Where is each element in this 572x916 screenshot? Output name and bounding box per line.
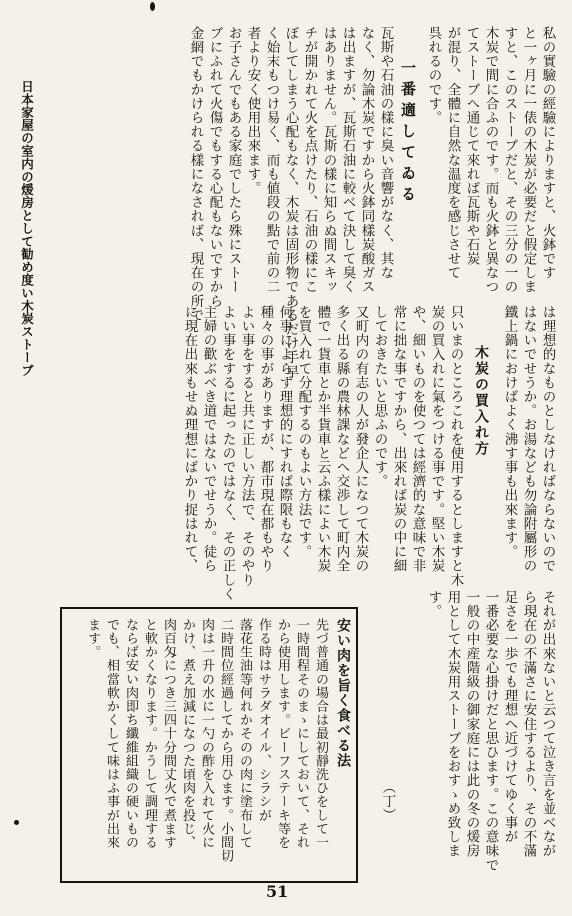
section1-line: 金網でもかけられる樣になされば、現在の所で — [187, 26, 204, 323]
section3-line: 用として木炭用ストーブをおすゝめ致しま — [444, 590, 461, 858]
tip-box-line: 先づ普通の場合は最初靜洗ひをして一 — [313, 618, 328, 850]
tip-box-line: から使用します。ビーフステーキ等を — [275, 618, 290, 850]
section1-line: 木炭で間に合ふのです。而も火鉢と異なつ — [482, 26, 499, 294]
section3-line: 又町内の有志の人が發企人になつて木炭の — [352, 305, 369, 573]
section3-line: 何事によらず理想的にすれば際限もなく — [276, 305, 293, 559]
section2-line: は理想的なものとしなければならないので — [539, 305, 556, 573]
tip-box-line: 落花生油等何れかそのの肉に塗布して — [237, 618, 252, 850]
section3-line: や、細いものを使つては經濟的な意味で非 — [409, 305, 426, 573]
section3-line: それが出來ないと云つて泣き言を並べなが — [539, 590, 556, 858]
tip-box-line: 一時間程そのまゝにしておいて、それ — [294, 618, 309, 850]
section1-line: く始末もつけ易く、而も値段の點で前の二 — [263, 26, 280, 294]
page-number: 51 — [266, 882, 289, 901]
section1-line: 瓦斯や石油の樣に臭い音響がなく、其な — [377, 26, 394, 280]
section3-line: 種々の事がありますが、都市現在都もやり — [257, 305, 274, 573]
section3-line: 炭の買入れに氣をつける事です。堅い木炭 — [428, 305, 445, 573]
tip-box-line: 肉は一升の水に一勺の酢を入れて火に — [199, 618, 214, 850]
section3-heading: 木炭の買入れ方 — [473, 345, 489, 457]
section1-line: なく、勿論木炭ですから火鉢同樣炭酸ガス — [358, 26, 375, 294]
section3-line: ら現在の不滿さに安住するより、その不滿 — [520, 590, 537, 858]
section3-line: に現在出來もせぬ理想にばかり捉はれて、 — [181, 305, 198, 573]
section1-line: は出ますが、瓦斯石油に較べて決して臭く — [339, 26, 356, 294]
section1-heading: 一番適してゐる — [399, 60, 417, 207]
tip-box-line: 二時間位經過してから用ひます。小間切 — [218, 618, 233, 863]
section1-line: てストーブへ通じて來れば瓦斯や石炭 — [463, 26, 480, 266]
section2-line: 鐵上鍋におけばよく沸す事も出來ます。 — [501, 305, 518, 559]
running-title: 日本家屋の室内の煖房として勧め度い木炭ストーブ — [19, 80, 35, 377]
tip-box-line: 作る時はサラダオイル、シラシが — [256, 618, 271, 822]
section1-line: と一ヶ月に一俵の木炭が必要だと假定しま — [520, 26, 537, 294]
tip-box-line: でも、相當軟かくして味はふ事が出來 — [104, 618, 119, 850]
section3-line: 足さを一歩でも理想へ近づけてゆく事が — [501, 590, 518, 844]
ink-speck — [14, 820, 19, 825]
tip-box-line: ならば安い肉即ち纖維組織の硬いもの — [123, 618, 138, 850]
section1-line: が混り、全體に自然な温度を感じさせて — [444, 26, 461, 280]
section1-line: はありません。瓦斯の樣に知らぬ間スキッ — [320, 26, 337, 294]
tip-box-line: ます。 — [85, 618, 100, 659]
tip-box-line: かけ、煮え加減になつた頃肉を投じ、 — [180, 618, 195, 850]
section3-line: よい事をするに起ったのではなく、その正しく — [219, 305, 236, 602]
section3-line: を買入れて分配するのもよい方法です。 — [295, 305, 312, 559]
section1-line: ぼしてしまう心配もなく、木炭は固形物であるだけ手早 — [282, 26, 299, 379]
section1-line: お子さんでもある家庭でしたら殊にストー — [225, 26, 242, 294]
section3-line: 一番必要な心掛けだと思ひます。この意味で — [482, 590, 499, 872]
section1-line: 者より安く使用出來ます。 — [244, 26, 261, 196]
section2-line: はないでせうか。お湯なども勿論附屬形の — [520, 305, 537, 573]
section3-line: しておきたいと思ふのです。 — [371, 305, 388, 489]
section3-line: 主婦の歡ぶべき道ではないでせうか。徒ら — [200, 305, 217, 573]
section3-line: 常に拙な事ですから、出來れば炭の中に細 — [390, 305, 407, 573]
section3-line: 只いまのところこれを使用するとしますと木 — [447, 305, 464, 587]
section1-line: すと、このストーブだと、その三分の一の — [501, 26, 518, 294]
tip-box-line: と軟かくなります。かうして調理する — [142, 618, 157, 850]
section1-line: ブにふれて火傷でもする心配もないですから — [206, 26, 223, 308]
section1-line: チが開かれて火を点けたり、石油の樣にこ — [301, 26, 318, 294]
section3-line: 一般の中産階級の御家庭には此の冬の煖房 — [463, 590, 480, 858]
section3-line: 體で一貨車とか半貨車と云ふ樣によい木炭 — [314, 305, 331, 573]
ink-speck — [150, 2, 155, 11]
section1-line: 私の實驗の經驗によりますと、火鉢です — [539, 26, 556, 280]
tip-box-heading: 安い肉を旨く食べる法 — [335, 618, 351, 768]
section3-line: 多く出る縣の農林課などへ交渉して町内全 — [333, 305, 350, 573]
tip-box-line: 肉百匁につき三四十分間丈火で煮ます — [161, 618, 176, 850]
section3-line: よい事をすると共に正しい方法で、そのやり — [238, 305, 255, 587]
section3-line: す。 — [425, 590, 442, 619]
signature: （丁） — [379, 780, 396, 823]
section1-line: 呉れるのです。 — [425, 26, 442, 125]
